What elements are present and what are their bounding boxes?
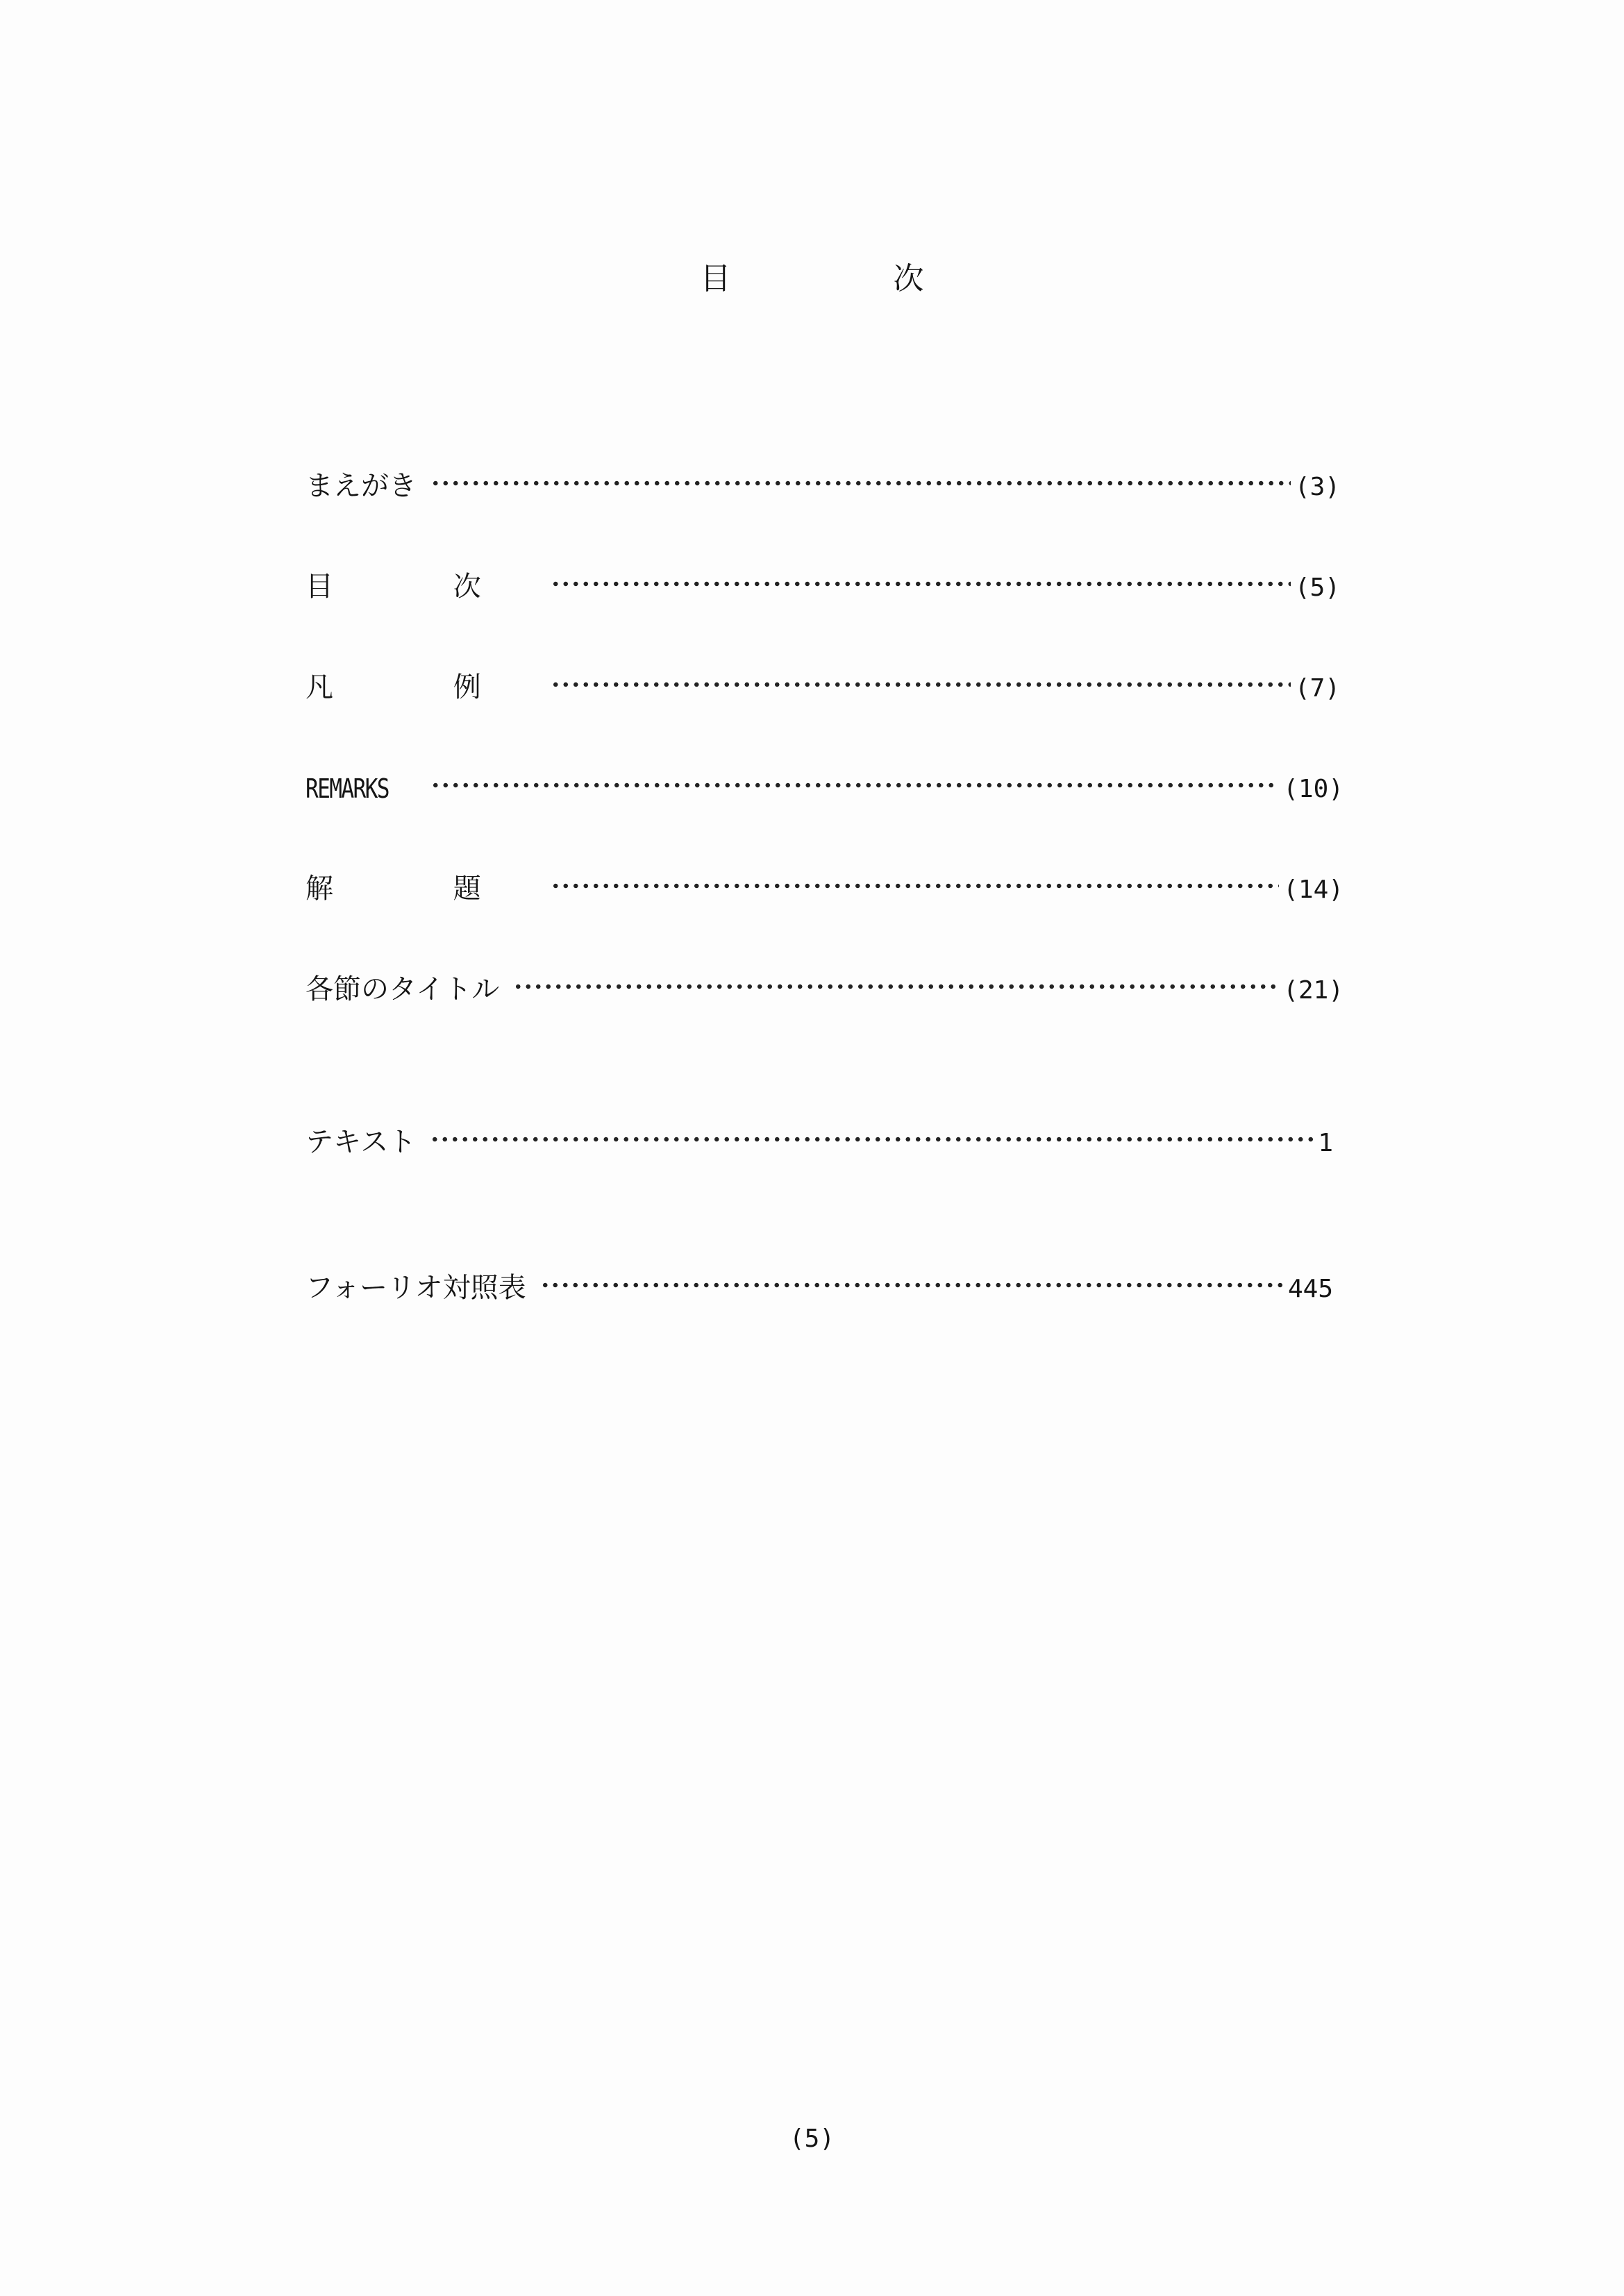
toc-entry-page: (21) <box>1283 976 1343 1005</box>
toc-entry-preface <box>305 458 1340 500</box>
toc-entry-page: 445 <box>1287 1275 1333 1303</box>
toc-entry-page: (10) <box>1283 775 1343 803</box>
toc-leader-dots <box>513 973 1279 1000</box>
page-number: (5) <box>789 2125 835 2153</box>
toc-entry-page: (7) <box>1294 674 1340 703</box>
toc-leader-dots <box>540 1271 1284 1299</box>
toc-entry-label: REMARKS <box>305 773 389 804</box>
toc-leader-dots <box>430 771 1279 799</box>
toc-entry-page: 1 <box>1318 1129 1333 1157</box>
toc-entry-section-titles <box>305 962 1343 1003</box>
toc-leader-dots <box>430 1125 1314 1153</box>
toc-entry-label: 各節のタイトル <box>305 973 500 1005</box>
toc-entry-introduction <box>305 861 1343 903</box>
toc-leader-dots <box>551 872 1280 900</box>
toc-entry-page: (14) <box>1283 875 1343 904</box>
toc-entry-label: フォーリオ対照表 <box>305 1272 526 1304</box>
toc-leader-dots <box>551 671 1291 698</box>
toc-entry-page: (3) <box>1294 473 1340 501</box>
toc-entry-label: 解 題 <box>305 873 537 905</box>
toc-leader-dots <box>551 570 1291 598</box>
toc-leader-dots <box>430 469 1291 497</box>
toc-entry-page: (5) <box>1294 573 1340 602</box>
page-title: 目 次 <box>700 261 1001 296</box>
toc-entry-folio-table <box>305 1260 1333 1302</box>
toc-entry-label: 凡 例 <box>305 671 537 703</box>
toc-entry-legend <box>305 660 1340 701</box>
toc-entry-remarks <box>305 760 1343 802</box>
toc-entry-label: まえがき <box>305 470 417 502</box>
toc-entry-label: テキスト <box>305 1126 417 1158</box>
toc-entry-label: 目 次 <box>305 571 537 603</box>
toc-entry-contents <box>305 559 1340 601</box>
toc-entry-text <box>305 1114 1333 1156</box>
